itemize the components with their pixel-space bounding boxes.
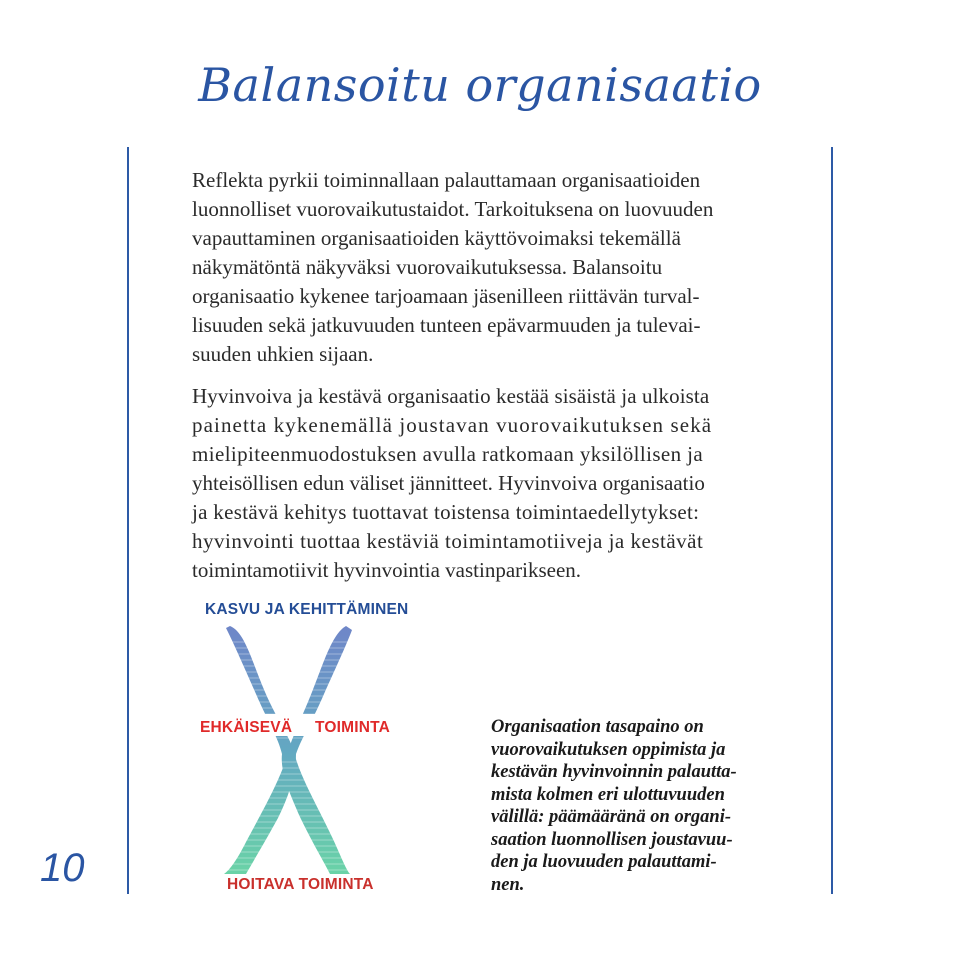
paragraph-line: painetta kykenemällä joustavan vuorovaikutuksen sekä	[192, 413, 713, 437]
paragraph-line: Hyvinvoiva ja kestävä organisaatio kestää sisäistä ja ulkoista	[192, 384, 710, 408]
paragraph-line: vapauttaminen organisaatioiden käyttövoimaksi tekemällä	[192, 226, 681, 250]
paragraph-line: luonnolliset vuorovaikutustaidot. Tarkoituksena on luovuuden	[192, 197, 714, 221]
paragraph-line: yhteisöllisen edun väliset jännitteet. Hyvinvoiva organisaatio	[192, 471, 705, 495]
caption-line: den ja luovuuden palauttami-	[491, 852, 717, 872]
paragraph-line: näkymätöntä näkyväksi vuorovaikutuksessa. Balansoitu	[192, 255, 663, 279]
x-diagram-graphic	[200, 622, 380, 877]
paragraph-line: suuden uhkien sijaan.	[192, 342, 374, 366]
wellbeing-paragraph	[192, 382, 782, 585]
diagram-caption	[491, 716, 791, 896]
paragraph-line: toimintamotiivit hyvinvointia vastinparikseen.	[192, 558, 582, 582]
page-title: Balansoitu organisaatio	[198, 58, 762, 112]
caption-line: vuorovaikutuksen oppimista ja	[491, 739, 726, 760]
paragraph-line: hyvinvointi tuottaa kestäviä toimintamotiiveja ja kestävät	[192, 529, 704, 553]
page-number: 10	[40, 846, 85, 890]
caption-line: Organisaation tasapaino on	[491, 717, 704, 737]
diagram-label-preventive: EHKÄISEVÄ	[200, 719, 293, 736]
right-margin-rule	[831, 147, 833, 894]
diagram-label-care: HOITAVA TOIMINTA	[227, 876, 374, 893]
left-margin-rule	[127, 147, 129, 894]
intro-paragraph	[192, 166, 782, 369]
caption-line: mista kolmen eri ulottuvuuden	[491, 784, 725, 805]
diagram-label-growth: KASVU JA KEHITTÄMINEN	[205, 601, 409, 618]
caption-line: välillä: päämääränä on organi-	[491, 807, 732, 827]
paragraph-line: Reflekta pyrkii toiminnallaan palauttamaan organisaatioiden	[192, 168, 701, 192]
caption-line: nen.	[491, 874, 525, 895]
paragraph-line: lisuuden sekä jatkuvuuden tunteen epävarmuuden ja tulevai-	[192, 313, 701, 337]
paragraph-line: ja kestävä kehitys tuottavat toistensa toimintaedellytykset:	[192, 500, 700, 524]
caption-line: kestävän hyvinvoinnin palautta-	[491, 762, 737, 782]
diagram-label-action: TOIMINTA	[315, 719, 391, 736]
caption-line: saation luonnollisen joustavuu-	[491, 829, 733, 850]
paragraph-line: mielipiteenmuodostuksen avulla ratkomaan yksilöllisen ja	[192, 442, 704, 466]
paragraph-line: organisaatio kykenee tarjoamaan jäsenilleen riittävän turval-	[192, 284, 700, 308]
